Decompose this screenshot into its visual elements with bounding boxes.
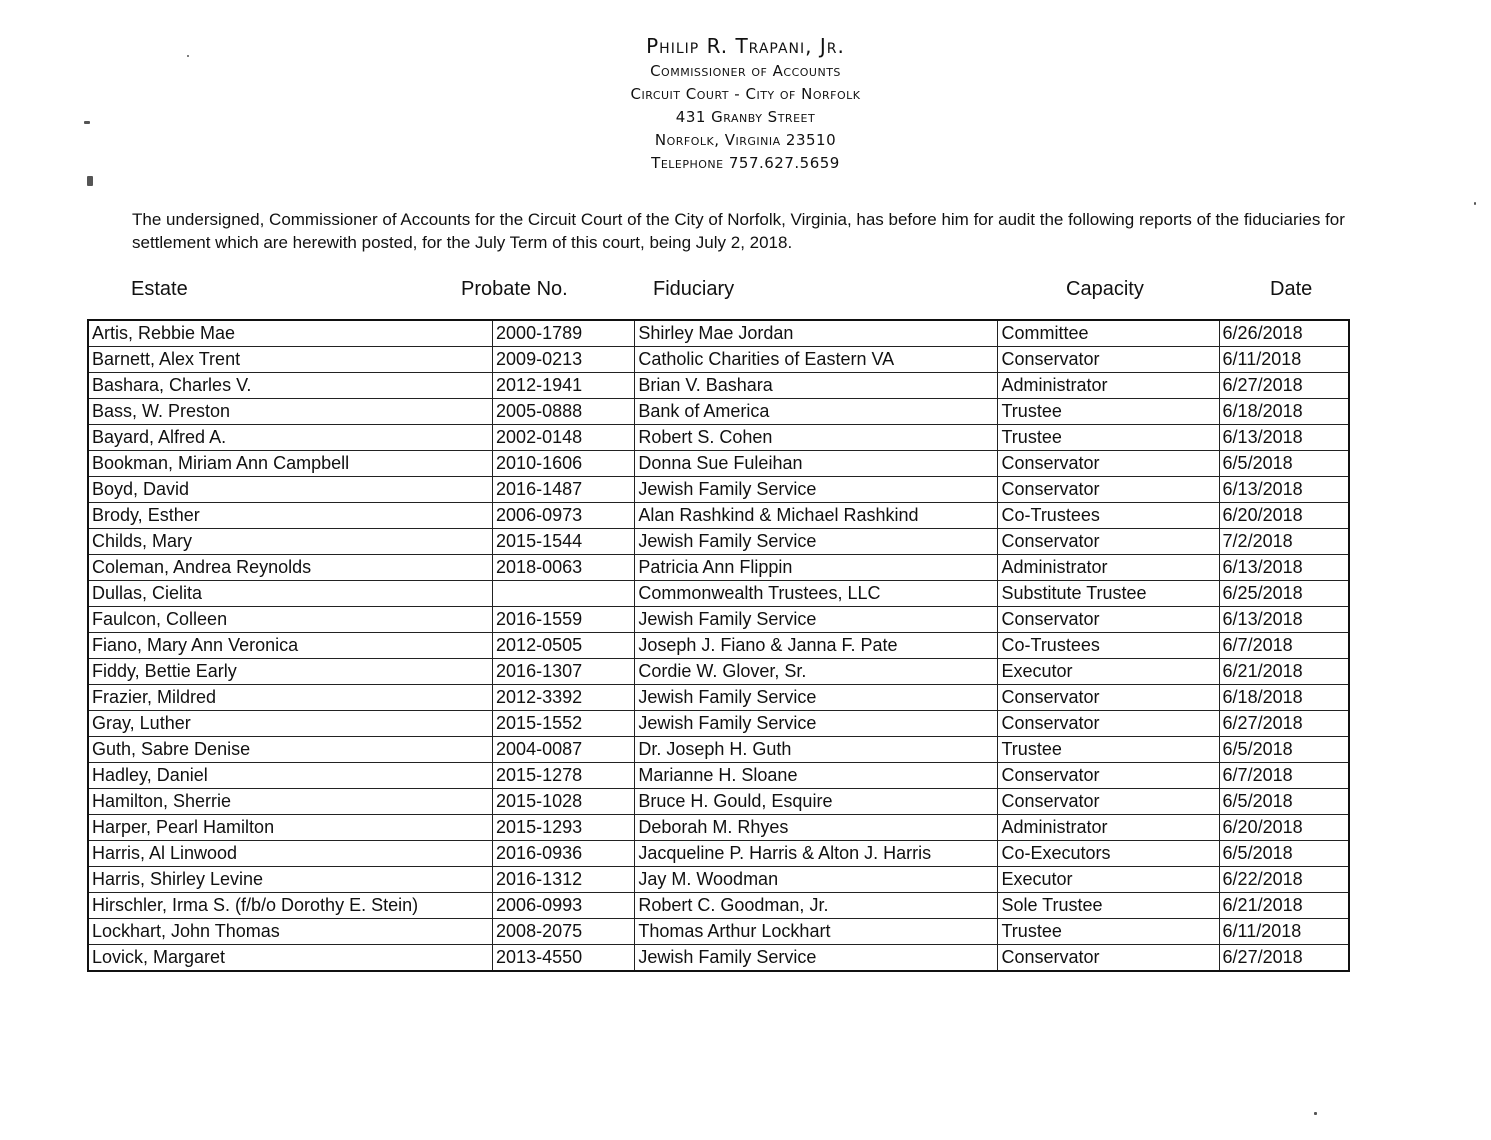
table-row (88, 815, 1349, 841)
scan-speck (1314, 1112, 1317, 1115)
table-row (88, 607, 1349, 633)
cell-fiduciary: Jewish Family Service (635, 711, 998, 737)
cell-fiduciary: Brian V. Bashara (635, 373, 998, 399)
cell-date: 6/13/2018 (1219, 425, 1349, 451)
table-row (88, 555, 1349, 581)
cell-probate: 2010-1606 (493, 451, 635, 477)
cell-estate: Bayard, Alfred A. (88, 425, 493, 451)
cell-capacity: Conservator (998, 685, 1219, 711)
header-probate: Probate No. (461, 278, 568, 300)
header-capacity: Capacity (1066, 278, 1144, 300)
cell-capacity: Conservator (998, 607, 1219, 633)
cell-fiduciary: Cordie W. Glover, Sr. (635, 659, 998, 685)
cell-estate: Fiano, Mary Ann Veronica (88, 633, 493, 659)
cell-capacity: Sole Trustee (998, 893, 1219, 919)
cell-fiduciary: Jacqueline P. Harris & Alton J. Harris (635, 841, 998, 867)
cell-date: 6/5/2018 (1219, 451, 1349, 477)
header-date: Date (1270, 278, 1313, 300)
cell-estate: Bashara, Charles V. (88, 373, 493, 399)
cell-fiduciary: Deborah M. Rhyes (635, 815, 998, 841)
cell-capacity: Co-Executors (998, 841, 1219, 867)
cell-capacity: Trustee (998, 399, 1219, 425)
cell-capacity: Co-Trustees (998, 633, 1219, 659)
cell-date: 6/7/2018 (1219, 633, 1349, 659)
cell-estate: Dullas, Cielita (88, 581, 493, 607)
intro-paragraph: The undersigned, Commissioner of Accounts for the Circuit Court of the City of Norfolk, Virginia, has before him for audit the following reports of the fiduciaries for settlement which are herewith posted, for the July Term of this court, being July 2, 2018. (132, 210, 1345, 252)
cell-date: 6/18/2018 (1219, 399, 1349, 425)
fiduciary-table (87, 319, 1350, 972)
scan-speck (84, 121, 90, 124)
cell-date: 6/20/2018 (1219, 815, 1349, 841)
cell-capacity: Conservator (998, 477, 1219, 503)
cell-estate: Gray, Luther (88, 711, 493, 737)
cell-date: 6/27/2018 (1219, 711, 1349, 737)
cell-estate: Lovick, Margaret (88, 945, 493, 972)
header-fiduciary: Fiduciary (653, 278, 735, 300)
table-row (88, 320, 1349, 347)
telephone: Telephone 757.627.5659 (651, 154, 840, 172)
cell-capacity: Co-Trustees (998, 503, 1219, 529)
cell-date: 6/5/2018 (1219, 841, 1349, 867)
table-row (88, 425, 1349, 451)
cell-estate: Lockhart, John Thomas (88, 919, 493, 945)
cell-date: 6/18/2018 (1219, 685, 1349, 711)
street-address: 431 Granby Street (675, 108, 816, 126)
table-row (88, 919, 1349, 945)
cell-estate: Bass, W. Preston (88, 399, 493, 425)
cell-fiduciary: Thomas Arthur Lockhart (635, 919, 998, 945)
cell-date: 6/5/2018 (1219, 737, 1349, 763)
cell-probate: 2006-0993 (493, 893, 635, 919)
cell-probate (493, 581, 635, 607)
cell-estate: Childs, Mary (88, 529, 493, 555)
cell-probate: 2015-1278 (493, 763, 635, 789)
cell-capacity: Conservator (998, 529, 1219, 555)
cell-estate: Artis, Rebbie Mae (88, 320, 493, 347)
table-row (88, 373, 1349, 399)
cell-date: 6/25/2018 (1219, 581, 1349, 607)
cell-date: 6/27/2018 (1219, 373, 1349, 399)
cell-capacity: Conservator (998, 451, 1219, 477)
cell-fiduciary: Robert C. Goodman, Jr. (635, 893, 998, 919)
cell-probate: 2002-0148 (493, 425, 635, 451)
scan-speck (1474, 202, 1476, 205)
cell-fiduciary: Jewish Family Service (635, 529, 998, 555)
table-row (88, 347, 1349, 373)
cell-capacity: Conservator (998, 763, 1219, 789)
cell-estate: Harris, Al Linwood (88, 841, 493, 867)
cell-capacity: Substitute Trustee (998, 581, 1219, 607)
cell-date: 6/11/2018 (1219, 919, 1349, 945)
cell-fiduciary: Dr. Joseph H. Guth (635, 737, 998, 763)
commissioner-title: Commissioner of Accounts (650, 62, 841, 80)
cell-capacity: Administrator (998, 555, 1219, 581)
cell-date: 6/20/2018 (1219, 503, 1349, 529)
table-row (88, 581, 1349, 607)
cell-probate: 2008-2075 (493, 919, 635, 945)
scan-speck (87, 176, 93, 186)
cell-date: 6/26/2018 (1219, 320, 1349, 347)
cell-estate: Coleman, Andrea Reynolds (88, 555, 493, 581)
cell-capacity: Executor (998, 659, 1219, 685)
cell-fiduciary: Marianne H. Sloane (635, 763, 998, 789)
cell-probate: 2012-0505 (493, 633, 635, 659)
cell-estate: Harper, Pearl Hamilton (88, 815, 493, 841)
cell-estate: Hamilton, Sherrie (88, 789, 493, 815)
cell-estate: Barnett, Alex Trent (88, 347, 493, 373)
table-row (88, 685, 1349, 711)
cell-capacity: Conservator (998, 789, 1219, 815)
cell-probate: 2000-1789 (493, 320, 635, 347)
table-row (88, 503, 1349, 529)
cell-fiduciary: Jewish Family Service (635, 477, 998, 503)
cell-probate: 2016-1487 (493, 477, 635, 503)
cell-probate: 2005-0888 (493, 399, 635, 425)
cell-probate: 2016-1307 (493, 659, 635, 685)
cell-probate: 2004-0087 (493, 737, 635, 763)
cell-capacity: Committee (998, 320, 1219, 347)
table-row (88, 529, 1349, 555)
cell-date: 6/21/2018 (1219, 659, 1349, 685)
cell-probate: 2018-0063 (493, 555, 635, 581)
cell-fiduciary: Patricia Ann Flippin (635, 555, 998, 581)
cell-capacity: Conservator (998, 711, 1219, 737)
cell-date: 6/5/2018 (1219, 789, 1349, 815)
cell-probate: 2013-4550 (493, 945, 635, 972)
cell-estate: Frazier, Mildred (88, 685, 493, 711)
table-row (88, 711, 1349, 737)
cell-fiduciary: Bank of America (635, 399, 998, 425)
table-row (88, 763, 1349, 789)
cell-probate: 2009-0213 (493, 347, 635, 373)
cell-estate: Hadley, Daniel (88, 763, 493, 789)
cell-probate: 2015-1552 (493, 711, 635, 737)
cell-probate: 2015-1544 (493, 529, 635, 555)
cell-capacity: Executor (998, 867, 1219, 893)
header-estate: Estate (131, 278, 188, 300)
scan-speck (187, 55, 189, 57)
cell-date: 6/22/2018 (1219, 867, 1349, 893)
cell-probate: 2015-1028 (493, 789, 635, 815)
cell-probate: 2016-0936 (493, 841, 635, 867)
cell-probate: 2016-1312 (493, 867, 635, 893)
commissioner-name: Philip R. Trapani, Jr. (646, 34, 845, 58)
table-row (88, 893, 1349, 919)
cell-estate: Faulcon, Colleen (88, 607, 493, 633)
table-row (88, 451, 1349, 477)
table-row (88, 789, 1349, 815)
table-row (88, 841, 1349, 867)
cell-capacity: Trustee (998, 737, 1219, 763)
cell-fiduciary: Donna Sue Fuleihan (635, 451, 998, 477)
cell-fiduciary: Bruce H. Gould, Esquire (635, 789, 998, 815)
cell-fiduciary: Jay M. Woodman (635, 867, 998, 893)
cell-probate: 2006-0973 (493, 503, 635, 529)
cell-fiduciary: Shirley Mae Jordan (635, 320, 998, 347)
cell-fiduciary: Alan Rashkind & Michael Rashkind (635, 503, 998, 529)
cell-date: 6/13/2018 (1219, 607, 1349, 633)
cell-fiduciary: Jewish Family Service (635, 945, 998, 972)
cell-capacity: Trustee (998, 425, 1219, 451)
cell-estate: Fiddy, Bettie Early (88, 659, 493, 685)
cell-fiduciary: Joseph J. Fiano & Janna F. Pate (635, 633, 998, 659)
cell-probate: 2016-1559 (493, 607, 635, 633)
cell-estate: Guth, Sabre Denise (88, 737, 493, 763)
table-row (88, 867, 1349, 893)
cell-probate: 2015-1293 (493, 815, 635, 841)
cell-date: 6/27/2018 (1219, 945, 1349, 972)
cell-fiduciary: Robert S. Cohen (635, 425, 998, 451)
cell-capacity: Administrator (998, 373, 1219, 399)
cell-estate: Boyd, David (88, 477, 493, 503)
table-row (88, 659, 1349, 685)
cell-date: 7/2/2018 (1219, 529, 1349, 555)
cell-date: 6/13/2018 (1219, 477, 1349, 503)
column-headers (0, 278, 1491, 308)
table-row (88, 633, 1349, 659)
table-row (88, 945, 1349, 972)
cell-estate: Harris, Shirley Levine (88, 867, 493, 893)
cell-fiduciary: Jewish Family Service (635, 685, 998, 711)
table-row (88, 399, 1349, 425)
cell-capacity: Conservator (998, 347, 1219, 373)
table-row (88, 737, 1349, 763)
city-address: Norfolk, Virginia 23510 (654, 131, 837, 149)
table-row (88, 477, 1349, 503)
cell-capacity: Conservator (998, 945, 1219, 972)
cell-date: 6/7/2018 (1219, 763, 1349, 789)
cell-estate: Bookman, Miriam Ann Campbell (88, 451, 493, 477)
cell-date: 6/21/2018 (1219, 893, 1349, 919)
cell-estate: Brody, Esther (88, 503, 493, 529)
cell-estate: Hirschler, Irma S. (f/b/o Dorothy E. Stein) (88, 893, 493, 919)
cell-fiduciary: Catholic Charities of Eastern VA (635, 347, 998, 373)
cell-date: 6/11/2018 (1219, 347, 1349, 373)
letterhead (0, 36, 1491, 171)
cell-probate: 2012-3392 (493, 685, 635, 711)
cell-probate: 2012-1941 (493, 373, 635, 399)
cell-capacity: Trustee (998, 919, 1219, 945)
cell-fiduciary: Commonwealth Trustees, LLC (635, 581, 998, 607)
cell-capacity: Administrator (998, 815, 1219, 841)
cell-fiduciary: Jewish Family Service (635, 607, 998, 633)
cell-date: 6/13/2018 (1219, 555, 1349, 581)
court-name: Circuit Court - City of Norfolk (630, 85, 861, 103)
